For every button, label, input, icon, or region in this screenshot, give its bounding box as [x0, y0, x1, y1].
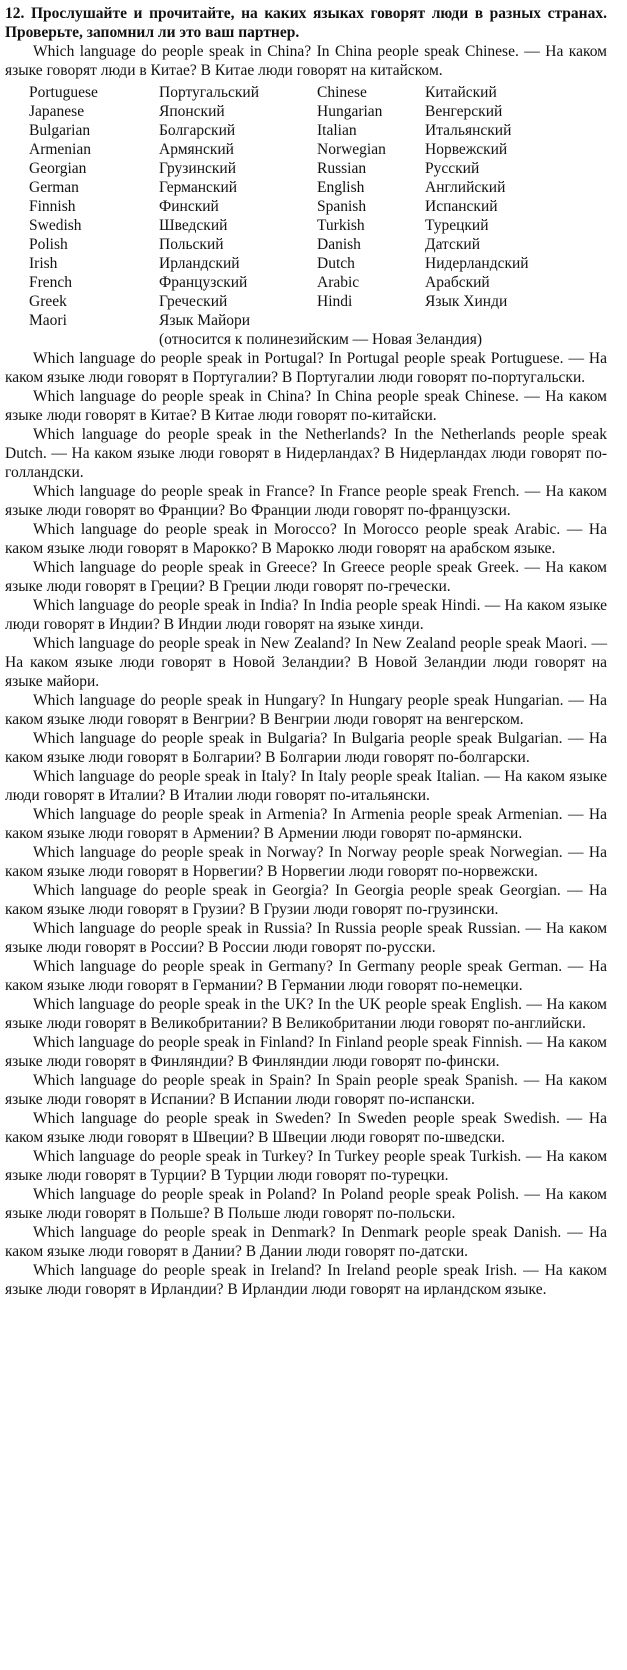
english-language-name: Italian	[317, 122, 357, 139]
russian-language-name: Датский	[425, 236, 481, 253]
qa-paragraph: Which language do people speak in China? In China people speak Chinese. — На каком языке люди говорят в Китае? В Китае люди говорят по-китайски.	[5, 388, 607, 424]
example-paragraph: Which language do people speak in China? In China people speak Chinese. — На каком языке говорят люди в Китае? В Китае люди говорят на китайском.	[5, 43, 607, 79]
qa-paragraph: Which language do people speak in India? In India people speak Hindi. — На каком языке люди говорят в Индии? В Индии люди говорят на языке хинди.	[5, 597, 607, 633]
russian-language-name: Германский	[159, 179, 238, 196]
russian-language-name: Ирландский	[159, 255, 240, 272]
vocabulary-row	[29, 140, 575, 159]
russian-language-name: Нидерландский	[425, 255, 529, 272]
russian-language-name: Греческий	[159, 293, 228, 310]
russian-language-name: Итальянский	[425, 122, 512, 139]
russian-language-name: Русский	[425, 160, 480, 177]
russian-language-name: Шведский	[159, 217, 228, 234]
russian-language-name: Болгарский	[159, 122, 236, 139]
english-language-name: Turkish	[317, 217, 365, 234]
english-language-name: Arabic	[317, 274, 360, 291]
qa-paragraph: Which language do people speak in Portugal? In Portugal people speak Portuguese. — На каком языке люди говорят в Португалии? В Португалии люди говорят по-португальски.	[5, 350, 607, 386]
english-language-name: Maori	[29, 312, 67, 329]
english-language-name: Norwegian	[317, 141, 386, 158]
vocabulary-table-body	[29, 83, 575, 349]
english-language-name: Danish	[317, 236, 361, 253]
vocabulary-row	[29, 254, 575, 273]
vocabulary-table	[29, 83, 575, 349]
qa-paragraph: Which language do people speak in Germany? In Germany people speak German. — На каком языке люди говорят в Германии? В Германии люди говорят по-немецки.	[5, 958, 607, 994]
vocabulary-row	[29, 178, 575, 197]
qa-paragraph: Which language do people speak in Ireland? In Ireland people speak Irish. — На каком языке люди говорят в Ирландии? В Ирландии люди говорят на ирландском языке.	[5, 1262, 607, 1298]
russian-language-name: Португальский	[159, 84, 259, 101]
russian-language-name: Норвежский	[425, 141, 508, 158]
english-language-name	[317, 311, 425, 330]
qa-paragraph: Which language do people speak in Poland? In Poland people speak Polish. — На каком языке люди говорят в Польше? В Польше люди говорят по-польски.	[5, 1186, 607, 1222]
qa-paragraph: Which language do people speak in Finland? In Finland people speak Finnish. — На каком языке люди говорят в Финляндии? В Финляндии люди говорят по-фински.	[5, 1034, 607, 1070]
russian-language-name: Китайский	[425, 84, 497, 101]
qa-paragraph: Which language do people speak in Italy? In Italy people speak Italian. — На каком языке люди говорят в Италии? В Италии люди говорят по-итальянски.	[5, 768, 607, 804]
english-language-name: Chinese	[317, 84, 367, 101]
russian-language-name: Французский	[159, 274, 248, 291]
english-language-name: Spanish	[317, 198, 367, 215]
english-language-name: English	[317, 179, 365, 196]
russian-language-name: Язык Майори	[159, 312, 251, 329]
qa-paragraph: Which language do people speak in the UK? In the UK people speak English. — На каком языке люди говорят в Великобритании? В Великобритании люди говорят по-английски.	[5, 996, 607, 1032]
maori-note: (относится к полинезийским — Новая Зеландия)	[159, 331, 483, 348]
russian-language-name: Финский	[159, 198, 219, 215]
english-language-name: Russian	[317, 160, 367, 177]
english-language-name: Japanese	[29, 103, 85, 120]
english-language-name: Finnish	[29, 198, 76, 215]
qa-paragraph: Which language do people speak in Greece? In Greece people speak Greek. — На каком языке люди говорят в Греции? В Греции люди говорят по-гречески.	[5, 559, 607, 595]
qa-paragraph: Which language do people speak in Bulgaria? In Bulgaria people speak Bulgarian. — На каком языке люди говорят в Болгарии? В Болгарии люди говорят по-болгарски.	[5, 730, 607, 766]
russian-language-name: Грузинский	[159, 160, 236, 177]
qa-paragraph: Which language do people speak in Hungary? In Hungary people speak Hungarian. — На каком языке люди говорят в Венгрии? В Венгрии люди говорят на венгерском.	[5, 692, 607, 728]
russian-language-name: Японский	[159, 103, 225, 120]
vocabulary-row	[29, 121, 575, 140]
russian-language-name: Армянский	[159, 141, 234, 158]
english-language-name: Swedish	[29, 217, 82, 234]
paragraph-list	[5, 349, 607, 1299]
english-language-name: Portuguese	[29, 84, 98, 101]
qa-paragraph: Which language do people speak in Armenia? In Armenia people speak Armenian. — На каком языке люди говорят в Армении? В Армении люди говорят по-армянски.	[5, 806, 607, 842]
qa-paragraph: Which language do people speak in Sweden? In Sweden people speak Swedish. — На каком языке люди говорят в Швеции? В Швеции люди говорят по-шведски.	[5, 1110, 607, 1146]
russian-language-name: Турецкий	[425, 217, 489, 234]
vocabulary-row	[29, 159, 575, 178]
english-language-name: Bulgarian	[29, 122, 91, 139]
english-language-name: Hindi	[317, 293, 353, 310]
russian-language-name: Арабский	[425, 274, 490, 291]
russian-language-name: Испанский	[425, 198, 498, 215]
vocabulary-row	[29, 102, 575, 121]
qa-paragraph: Which language do people speak in Norway? In Norway people speak Norwegian. — На каком языке люди говорят в Норвегии? В Норвегии люди говорят по-норвежски.	[5, 844, 607, 880]
qa-paragraph: Which language do people speak in Turkey? In Turkey people speak Turkish. — На каком языке люди говорят в Турции? В Турции люди говорят по-турецки.	[5, 1148, 607, 1184]
vocabulary-row	[29, 292, 575, 311]
qa-paragraph: Which language do people speak in the Netherlands? In the Netherlands people speak Dutch. — На каком языке люди говорят в Нидерландах? В Нидерландах люди говорят по-голландски.	[5, 426, 607, 481]
exercise-heading: 12. Прослушайте и прочитайте, на каких языках говорят люди в разных странах. Проверьте, запомнил ли это ваш партнер.	[5, 5, 607, 41]
english-language-name: Polish	[29, 236, 68, 253]
qa-paragraph: Which language do people speak in France? In France people speak French. — На каком языке люди говорят во Франции? Во Франции люди говорят по-французски.	[5, 483, 607, 519]
english-language-name: Armenian	[29, 141, 91, 158]
vocabulary-row	[29, 216, 575, 235]
qa-paragraph: Which language do people speak in Denmark? In Denmark people speak Danish. — На каком языке люди говорят в Дании? В Дании люди говорят по-датски.	[5, 1224, 607, 1260]
qa-paragraph: Which language do people speak in New Zealand? In New Zealand people speak Maori. — На каком языке люди говорят в Новой Зеландии? В Новой Зеландии люди говорят на языке майори.	[5, 635, 607, 690]
english-language-name: Hungarian	[317, 103, 383, 120]
qa-paragraph: Which language do people speak in Spain? In Spain people speak Spanish. — На каком языке люди говорят в Испании? В Испании люди говорят по-испански.	[5, 1072, 607, 1108]
russian-language-name: Венгерский	[425, 103, 503, 120]
qa-paragraph: Which language do people speak in Russia? In Russia people speak Russian. — На каком языке люди говорят в России? В России люди говорят по-русски.	[5, 920, 607, 956]
vocabulary-row	[29, 273, 575, 292]
english-language-name: Greek	[29, 293, 67, 310]
english-language-name: French	[29, 274, 73, 291]
english-language-name: Irish	[29, 255, 58, 272]
russian-language-name: Язык Хинди	[425, 293, 508, 310]
russian-language-name	[425, 311, 575, 330]
qa-paragraph: Which language do people speak in Morocco? In Morocco people speak Arabic. — На каком языке люди говорят в Марокко? В Марокко люди говорят на арабском языке.	[5, 521, 607, 557]
empty-cell	[29, 330, 159, 349]
qa-paragraph: Which language do people speak in Georgia? In Georgia people speak Georgian. — На каком языке люди говорят в Грузии? В Грузии люди говорят по-грузински.	[5, 882, 607, 918]
english-language-name: Georgian	[29, 160, 87, 177]
russian-language-name: Английский	[425, 179, 506, 196]
russian-language-name: Польский	[159, 236, 224, 253]
vocabulary-note-row	[29, 330, 575, 349]
english-language-name: German	[29, 179, 79, 196]
vocabulary-row	[29, 235, 575, 254]
vocabulary-row	[29, 197, 575, 216]
vocabulary-row	[29, 83, 575, 102]
vocabulary-row	[29, 311, 575, 330]
english-language-name: Dutch	[317, 255, 355, 272]
